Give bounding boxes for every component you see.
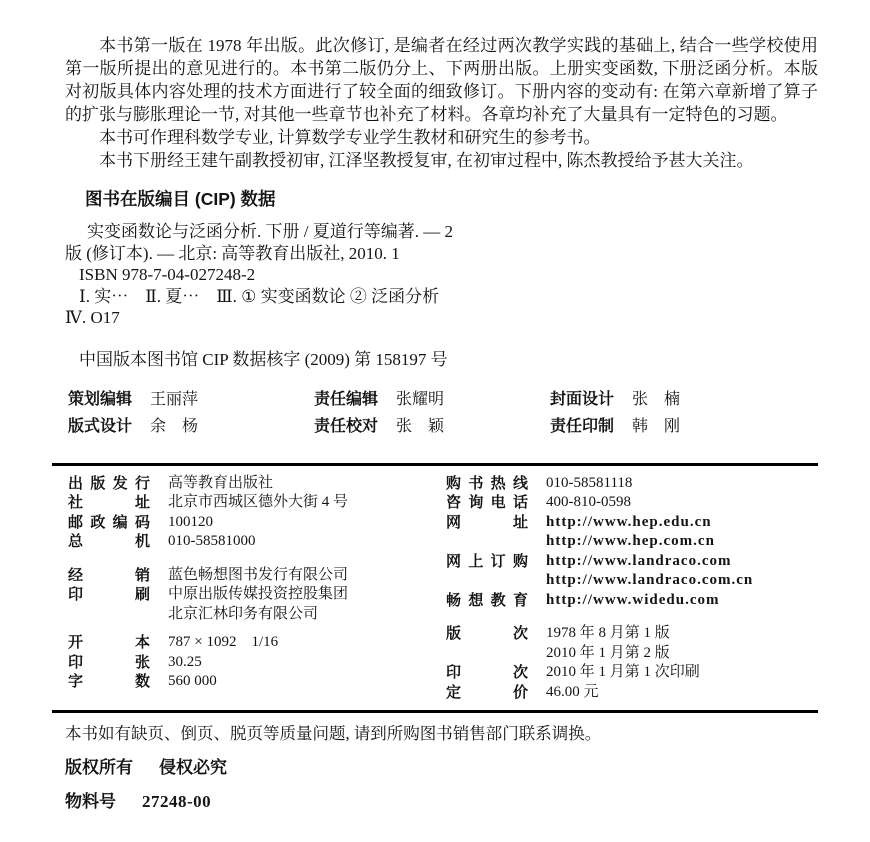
row-edition <box>446 624 818 663</box>
row-inquiry-phone <box>446 493 818 513</box>
cip-classification-code: Ⅳ. O17 <box>65 308 120 327</box>
row-value: 787 × 1092 1/16 <box>168 634 279 650</box>
row-value: 560 000 <box>168 673 217 689</box>
material-number-label: 物料号 <box>65 792 116 811</box>
row-label: 开本 <box>68 634 150 651</box>
row-wordcount <box>68 672 446 692</box>
cip-block <box>65 221 818 329</box>
row-hotline <box>446 474 818 494</box>
credit-label: 责任校对 <box>314 417 379 435</box>
credit-label: 责任印制 <box>550 417 615 435</box>
row-value: 高等教育出版社 <box>168 474 274 491</box>
intro-paragraph-2: 本书可作理科数学专业, 计算数学专业学生教材和研究生的参考书。 <box>99 128 601 147</box>
credit-label: 责任编辑 <box>314 390 379 408</box>
colophon-table <box>52 466 818 709</box>
row-publisher <box>68 474 446 494</box>
education-url: http://www.widedu.com <box>546 591 720 608</box>
row-label: 购书热线 <box>446 474 528 492</box>
printer-line-2: 北京汇林印务有限公司 <box>168 605 319 622</box>
credit-name: 王丽萍 <box>150 390 199 408</box>
cip-title-line-2: 版 (修订本). — 北京: 高等教育出版社, 2010. 1 <box>65 243 400 263</box>
row-label: 经销 <box>68 566 150 584</box>
intro-paragraph-3: 本书下册经王建午副教授初审, 江泽坚教授复审, 在初审过程中, 陈杰教授给予甚大关注。 <box>99 151 754 170</box>
row-label: 咨询电话 <box>446 494 528 511</box>
edition-line-1: 1978 年 8 月第 1 版 <box>546 625 670 641</box>
divider-rule-bottom <box>52 710 818 713</box>
credits-grid <box>68 390 818 437</box>
copyright-statement <box>65 753 818 778</box>
cip-classification-line: Ⅰ. 实⋯ Ⅱ. 夏⋯ Ⅲ. ① 实变函数论 ② 泛函分析 <box>79 286 440 306</box>
row-value: 30.25 <box>168 653 202 670</box>
row-label: 网上订购 <box>446 552 528 570</box>
row-value: 100120 <box>168 513 213 530</box>
cip-isbn: ISBN 978-7-04-027248-2 <box>79 265 256 284</box>
credit-name: 张耀明 <box>396 390 445 408</box>
row-value <box>546 552 753 591</box>
copyright-reserved: 版权所有 <box>65 758 133 777</box>
credit-responsible-editor <box>314 390 550 410</box>
printer-line-1: 中原出版传媒投资控股集团 <box>168 586 349 602</box>
credit-name: 张 颖 <box>396 417 445 435</box>
row-value: 北京市西城区德外大街 4 号 <box>168 494 349 510</box>
row-value: 蓝色畅想图书发行有限公司 <box>168 566 349 583</box>
row-label: 总机 <box>68 533 150 550</box>
website-url-1: http://www.hep.edu.cn <box>546 513 712 530</box>
intro-section <box>65 34 818 172</box>
row-format <box>68 633 446 653</box>
row-sheets <box>68 653 446 673</box>
order-url-2: http://www.landraco.com.cn <box>546 572 754 588</box>
row-label: 印次 <box>446 664 528 681</box>
order-url-1: http://www.landraco.com <box>546 552 732 569</box>
row-impression <box>446 663 818 683</box>
row-value <box>546 513 715 552</box>
row-label: 邮政编码 <box>68 513 150 531</box>
row-value: 010-58581118 <box>546 474 633 491</box>
colophon-left-column <box>68 474 446 703</box>
edition-line-2: 2010 年 1 月第 2 版 <box>546 644 670 661</box>
cip-heading: 图书在版编目 (CIP) 数据 <box>85 189 276 209</box>
credit-proofreader <box>314 417 550 437</box>
cip-registration: 中国版本图书馆 CIP 数据核字 (2009) 第 158197 号 <box>79 349 448 369</box>
credit-print-supervisor <box>550 417 818 437</box>
row-website <box>446 513 818 552</box>
credit-label: 封面设计 <box>550 390 615 408</box>
credit-cover-design <box>550 390 818 410</box>
material-number-row <box>65 787 818 812</box>
row-value: 46.00 元 <box>546 683 599 700</box>
row-distributor <box>68 566 446 586</box>
row-address <box>68 493 446 513</box>
row-label: 出版发行 <box>68 474 150 492</box>
credit-name: 余 杨 <box>150 417 199 435</box>
row-value: 010-58581000 <box>168 533 256 549</box>
row-value <box>168 585 348 624</box>
row-price <box>446 683 818 703</box>
credit-name: 张 楠 <box>632 390 681 408</box>
row-label: 定价 <box>446 683 528 701</box>
row-label: 字数 <box>68 673 150 690</box>
row-value <box>546 624 670 663</box>
colophon-right-column <box>446 474 818 703</box>
copyright-prosecuted: 侵权必究 <box>159 758 227 777</box>
credit-layout-design <box>68 417 314 437</box>
row-postcode <box>68 513 446 533</box>
cip-title-line-1: 实变函数论与泛函分析. 下册 / 夏道行等编著. — 2 <box>87 222 453 241</box>
row-label: 社址 <box>68 494 150 511</box>
material-number-value: 27248-00 <box>142 792 212 811</box>
row-switchboard <box>68 532 446 552</box>
row-value: 2010 年 1 月第 1 次印刷 <box>546 664 700 680</box>
credit-label: 策划编辑 <box>68 390 133 408</box>
credit-label: 版式设计 <box>68 417 133 435</box>
website-url-2: http://www.hep.com.cn <box>546 533 715 549</box>
row-label: 网址 <box>446 513 528 531</box>
row-label: 印张 <box>68 653 150 671</box>
intro-paragraph-1: 本书第一版在 1978 年出版。此次修订, 是编者在经过两次教学实践的基础上, 结合一些学校使用第一版所提出的意见进行的。本书第二版仍分上、下两册出版。上册实变函数, 下册泛函分析。本版对初版具体内容处理的技术方面进行了较全面的细致修订。下册内容的变动有: 在第六章新增了算子的扩张与膨胀理论一节, 对其他一些章节也补充了材料。各章均补充了大量具有一定特色的习题。 <box>65 36 818 124</box>
row-education-site <box>446 591 818 611</box>
row-label: 畅想教育 <box>446 591 528 609</box>
row-value: 400-810-0598 <box>546 494 631 510</box>
row-label: 版次 <box>446 625 528 642</box>
row-online-order <box>446 552 818 591</box>
credit-name: 韩 刚 <box>632 417 681 435</box>
credit-planning-editor <box>68 390 314 410</box>
row-printer <box>68 585 446 624</box>
quality-notice: 本书如有缺页、倒页、脱页等质量问题, 请到所购图书销售部门联系调换。 <box>65 724 602 743</box>
row-label: 印刷 <box>68 586 150 603</box>
